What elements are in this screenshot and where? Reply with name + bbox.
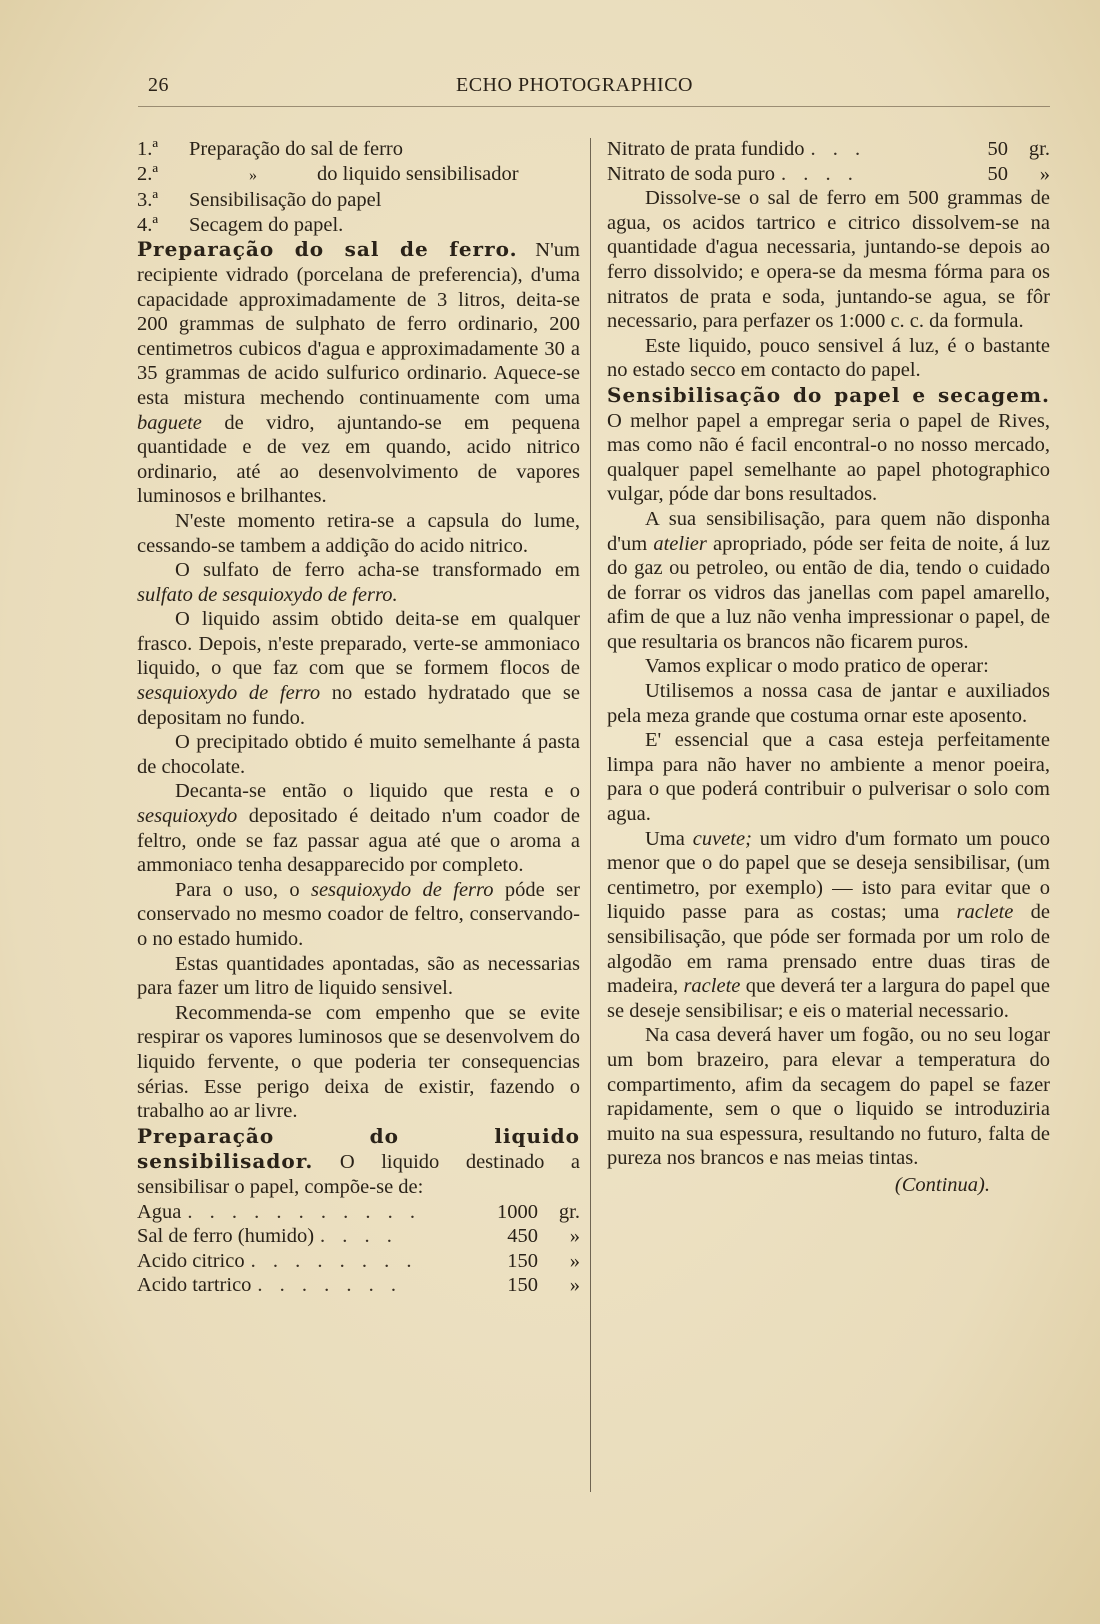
paragraph: Uma cuvete; um vidro d'um formato um pouco menor que o do papel que se deseja sensibilisar, (um centimetro, por exemplo) — isto para evitar que o liquido passe para as costas; uma raclete de sensibilisação, que póde ser formada por um rolo de algodão em rama prensado entre duas tiras de madeira, raclete que deverá ter a largura do papel que se deseje sensibilisar; e eis o material necessario. (607, 827, 1050, 1022)
paragraph: Dissolve-se o sal de ferro em 500 grammas de agua, os acidos tartrico e citrico dissolvem-se na quantidade d'agua necessaria, juntando-se depois ao ferro dissolvido; e opera-se da mesma fórma para os nitratos de prata e soda, juntando-se agua, se fôr necessario, para perfazer os 1:000 c. c. da formula. (607, 187, 1050, 333)
list-item: 3.ª Sensibilisação do papel (137, 189, 382, 212)
paragraph: Preparação do liquido sensibilisador. O liquido destinado a sensibilisar o papel, compõe-se de: (137, 1123, 580, 1198)
section-heading: Preparação do liquido sensibilisador. (137, 1123, 580, 1174)
paragraph: Utilisemos a nossa casa de jantar e auxiliados pela meza grande que costuma ornar este aposento. (607, 680, 1050, 727)
paragraph: Preparação do sal de ferro. N'um recipiente vidrado (porcelana de preferencia), d'uma capacidade approximadamente de 3 litros, deita-se 200 grammas de sulphato de ferro ordinario, 200 centimetros cubicos d'agua e approximadamente 30 a 35 grammas de acido sulfurico ordinario. Aquece-se esta mistura mechendo continuamente com uma baguete de vidro, ajuntando-se em pequena quantidade e de vez em quando, acido nitrico ordinario, até ao desenvolvimento de vapores luminosos e brilhantes. (137, 237, 580, 508)
page-number: 26 (148, 74, 169, 96)
section-heading: Preparação do sal de ferro. (137, 237, 518, 262)
recipe-row: Sal de ferro (humido) . . . . 450 » (137, 1225, 580, 1248)
paragraph: Sensibilisação do papel e secagem. O melhor papel a empregar seria o papel de Rives, mas como não é facil encontral-o no nosso mercado, qualquer papel semelhante ao papel photographico vulgar, póde dar bons resultados. (607, 382, 1050, 506)
paragraph: Este liquido, pouco sensivel á luz, é o bastante no estado secco em contacto do papel. (607, 334, 1050, 382)
paragraph: Vamos explicar o modo pratico de operar: (645, 655, 989, 678)
paragraph: E' essencial que a casa esteja perfeitamente limpa para não haver no ambiente a menor poeira, para o que poderá contribuir o pulverisar o solo com agua. (607, 729, 1050, 826)
page-header (138, 70, 1060, 100)
recipe-row: Nitrato de soda puro . . . . 50 » (607, 162, 1050, 185)
paragraph: Para o uso, o sesquioxydo de ferro póde ser conservado no mesmo coador de feltro, conservando-o no estado humido. (137, 878, 580, 950)
paragraph: O precipitado obtido é muito semelhante á pasta de chocolate. (137, 731, 580, 778)
list-item: 2.ª » do liquido sensibilisador (137, 162, 519, 185)
section-heading: Sensibilisação do papel e secagem. (607, 382, 1050, 407)
recipe-row: Acido tartrico . . . . . . . 150 » (137, 1274, 580, 1297)
paragraph: N'este momento retira-se a capsula do lume, cessando-se tambem a addição do acido nitrico. (137, 509, 580, 557)
running-title: ECHO PHOTOGRAPHICO (456, 74, 693, 96)
steps-list (137, 137, 580, 237)
recipe-row: Acido citrico . . . . . . . . 150 » (137, 1249, 580, 1272)
paragraph: Decanta-se então o liquido que resta e o sesquioxydo depositado é deitado n'um coador de feltro, onde se faz passar agua até que o aroma a ammoniaco tenha desapparecido por completo. (137, 780, 580, 877)
recipe-row: Nitrato de prata fundido . . . 50 gr. (607, 138, 1050, 160)
paragraph: A sua sensibilisação, para quem não disponha d'um atelier apropriado, póde ser feita de noite, á luz do gaz ou petroleo, ou então de dia, tendo o cuidado de forrar os vidros das janellas com papel amarello, afim de que a luz não venha impressionar o papel, de que resultaria os brancos não ficarem puros. (607, 507, 1050, 653)
column-divider (590, 138, 591, 1492)
right-column (607, 137, 1050, 1198)
paragraph: Recommenda-se com empenho que se evite respirar os vapores luminosos que se desenvolvem do liquido fervente, o que poderia ter consequencias sérias. Esse perigo deixa de existir, fazendo o trabalho ao ar livre. (137, 1001, 580, 1123)
list-item: 4.ª Secagem do papel. (137, 213, 344, 236)
paragraph: Estas quantidades apontadas, são as necessarias para fazer um litro de liquido sensivel. (137, 952, 580, 1000)
recipe-row: Agua . . . . . . . . . . . 1000 gr. (137, 1200, 580, 1223)
continued-note: (Continua). (894, 1173, 990, 1196)
recipe-table (607, 137, 1050, 186)
recipe-table (137, 1200, 580, 1298)
left-column (137, 137, 580, 1298)
paragraph: O liquido assim obtido deita-se em qualquer frasco. Depois, n'este preparado, verte-se ammoniaco liquido, o que faz com que se formem flocos de sesquioxydo de ferro no estado hydratado que se depositam no fundo. (137, 608, 580, 729)
list-item: 1.ª Preparação do sal de ferro (137, 138, 403, 160)
paragraph: O sulfato de ferro acha-se transformado em sulfato de sesquioxydo de ferro. (137, 559, 580, 606)
header-rule (138, 106, 1050, 107)
paragraph: Na casa deverá haver um fogão, ou no seu logar um bom brazeiro, para elevar a temperatura do compartimento, afim da secagem do papel se fazer rapidamente, sem o que o liquido se introduziria muito na sua espessura, resultando no futuro, falta de pureza nos brancos e nas meias tintas. (607, 1024, 1050, 1170)
